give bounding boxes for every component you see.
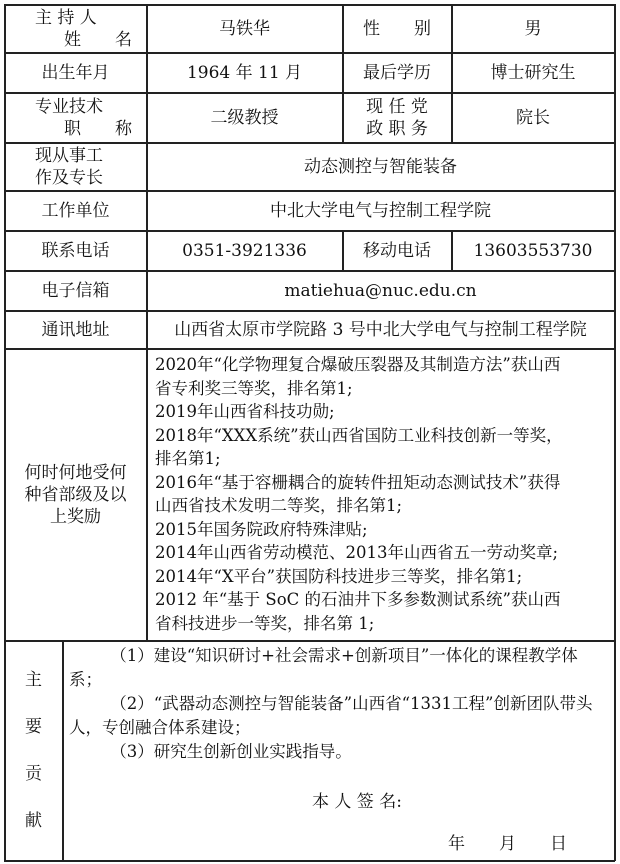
email-label: 电子信箱: [41, 280, 110, 301]
award-line: 2015年国务院政府特殊津贴;: [155, 519, 368, 539]
gender-label: 性 别: [363, 18, 431, 39]
awards-label: 何时何地受何种省部级及以上奖励: [24, 462, 127, 527]
award-line: 2018年“XXX系统”获山西省国防工业科技创新一等奖，: [155, 425, 563, 445]
phone-label: 联系电话: [41, 240, 110, 261]
unit-value: 中北大学电气与控制工程学院: [270, 200, 491, 221]
award-line: 2019年山西省科技功勋;: [155, 402, 335, 421]
award-line: 2020年“化学物理复合爆破压裂器及其制造方法”获山西: [155, 355, 561, 374]
award-line: 省专利奖三等奖，排名第1;: [155, 378, 353, 398]
award-line: 2012 年“基于 SoC 的石油井下多参数测试系统”获山西: [155, 590, 561, 609]
award-line: 排名第1;: [155, 449, 221, 468]
award-line: 山西省技术发明二等奖，排名第1;: [155, 496, 403, 515]
title-label-line1: 专业技术: [35, 96, 103, 117]
contrib-item-2: （2）“武器动态测控与智能装备”山西省“1331工程”创新团队带头人，专创融合体系建设；: [69, 694, 593, 737]
award-line: 2014年山西省劳动模范、2013年山西省五一劳动奖章;: [155, 543, 559, 562]
field-label: [5, 143, 146, 190]
education-value: 博士研究生: [490, 62, 576, 83]
name-label: [5, 5, 146, 52]
contrib-content: [63, 641, 614, 860]
unit-label: 工作单位: [41, 200, 110, 221]
mobile-value: 13603553730: [473, 240, 593, 261]
email-value: matiehua@nuc.edu.cn: [284, 280, 477, 301]
award-line: 2016年“基于容栅耦合的旋转件扭矩动态测试技术”获得: [155, 472, 561, 492]
signature-label: 本 人 签 名:: [312, 792, 402, 812]
post-label-line1: 现 任 党: [366, 96, 428, 117]
gender-value: 男: [524, 18, 542, 39]
phone-value: 0351-3921336: [182, 240, 307, 261]
education-label: 最后学历: [363, 62, 431, 83]
contrib-label-char: 献: [25, 810, 42, 831]
contrib-label-char: 要: [25, 717, 42, 738]
title-label: [5, 93, 146, 142]
field-label-line2: 作及专长: [35, 167, 103, 188]
field-value: 动态测控与智能装备: [304, 156, 457, 177]
signature-date: 年 月 日: [448, 834, 567, 854]
award-line: 省科技进步一等奖，排名第 1;: [155, 613, 375, 633]
birth-label: 出生年月: [41, 62, 110, 83]
title-label-line2: 职 称: [64, 118, 132, 139]
contrib-label-char: 贡: [25, 763, 42, 784]
vline-right: [614, 4, 616, 861]
field-label-line1: 现从事工: [35, 145, 103, 166]
contrib-label: [5, 641, 62, 860]
contrib-label-char: 主: [25, 670, 42, 691]
awards-list: [147, 349, 614, 640]
name-label-line1: 主 持 人: [35, 7, 97, 28]
post-label-line2: 政 职 务: [366, 118, 428, 139]
name-label-line2: 姓 名: [64, 29, 132, 50]
mobile-label: 移动电话: [363, 240, 431, 261]
post-value: 院长: [516, 107, 550, 128]
address-value: 山西省太原市学院路 3 号中北大学电气与控制工程学院: [174, 319, 587, 340]
title-value: 二级教授: [210, 107, 279, 128]
birth-value: 1964 年 11 月: [186, 62, 303, 83]
contrib-item-1: （1）建设“知识研讨+社会需求+创新项目”一体化的课程教学体系；: [69, 646, 578, 689]
contrib-item-3: （3）研究生创新创业实践指导。: [110, 742, 352, 761]
name-value: 马铁华: [219, 18, 270, 39]
post-label: [343, 93, 451, 142]
address-label: 通讯地址: [41, 319, 110, 340]
award-line: 2014年“X平台”获国防科技进步三等奖，排名第1;: [155, 566, 523, 586]
hline-bottom: [4, 860, 615, 862]
